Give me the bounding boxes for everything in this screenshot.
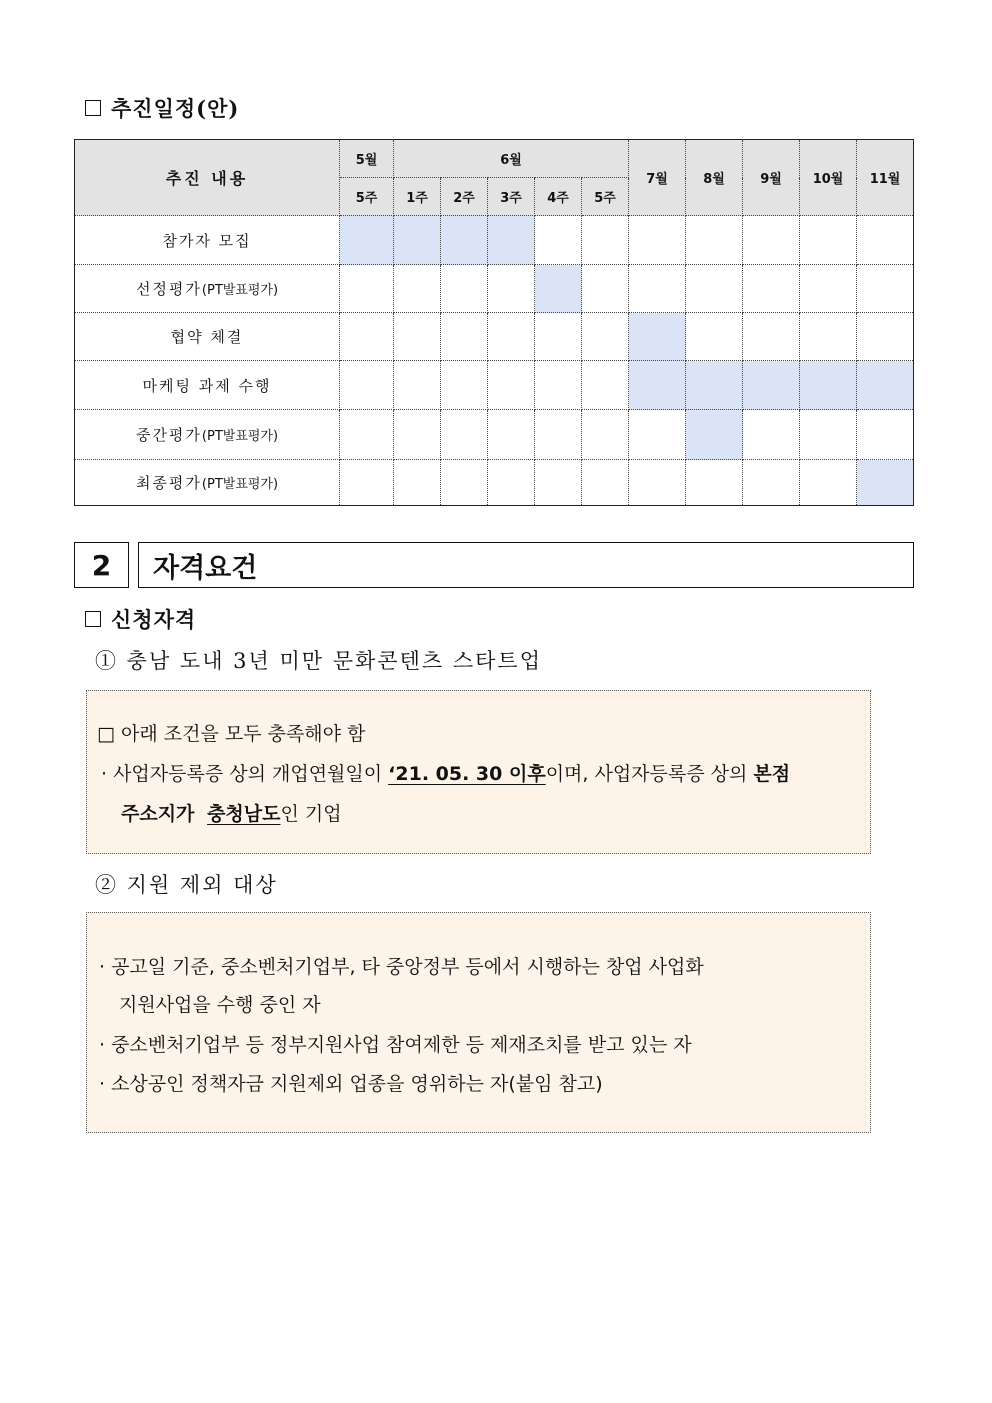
schedule-row [75, 216, 914, 265]
schedule-heading-text: 추진일정(안) [111, 96, 240, 121]
conditions-line-1 [101, 759, 790, 786]
schedule-cell [535, 410, 582, 460]
text: 이며, 사업자등록증 상의 [545, 763, 754, 785]
schedule-cell [488, 410, 535, 460]
row-label-sub: (PT발표평가) [201, 477, 279, 492]
schedule-row [75, 410, 914, 460]
qualification-heading-text: 신청자격 [111, 607, 197, 632]
schedule-cell [686, 216, 743, 265]
schedule-cell [629, 216, 686, 265]
conditions-line-2 [121, 799, 342, 826]
schedule-cell [488, 361, 535, 410]
schedule-cell [800, 460, 857, 506]
row-label [75, 410, 340, 460]
schedule-cell [686, 361, 743, 410]
schedule-cell [800, 361, 857, 410]
schedule-cell [441, 313, 488, 361]
exclusion-line-3: · 중소벤처기업부 등 정부지원사업 참여제한 등 제재조치를 받고 있는 자 [99, 1034, 692, 1056]
address-label: 주소지가 [121, 803, 202, 825]
row-label-main: 참가자 모집 [162, 231, 252, 250]
exclusion-line-2: 지원사업을 수행 중인 자 [119, 994, 321, 1016]
schedule-body [75, 216, 914, 506]
schedule-cell [743, 265, 800, 313]
schedule-cell [394, 265, 441, 313]
schedule-cell [800, 313, 857, 361]
header-month-7: 7월 [629, 140, 686, 216]
header-june-week1: 1주 [394, 178, 441, 216]
exclusions-panel [86, 912, 871, 1133]
text: · 사업자등록증 상의 개업연월일이 [101, 763, 389, 785]
schedule-cell [488, 265, 535, 313]
row-label [75, 361, 340, 410]
header-may-week5: 5주 [340, 178, 394, 216]
header-may: 5월 [340, 140, 394, 178]
section-number: 2 [74, 542, 129, 588]
schedule-cell [488, 313, 535, 361]
text: 인 기업 [280, 803, 342, 825]
schedule-cell [441, 361, 488, 410]
schedule-cell [629, 410, 686, 460]
header-june-week2: 2주 [441, 178, 488, 216]
schedule-cell [629, 313, 686, 361]
item-1: ① 충남 도내 3년 미만 문화콘텐츠 스타트업 [95, 649, 542, 673]
header-june-week4: 4주 [535, 178, 582, 216]
date-highlight: ‘21. 05. 30 이후 [388, 763, 546, 785]
schedule-cell [441, 216, 488, 265]
conditions-intro: □ 아래 조건을 모두 충족해야 함 [97, 723, 366, 745]
schedule-cell [394, 460, 441, 506]
row-label-main: 중간평가 [135, 426, 202, 444]
schedule-cell [857, 460, 914, 506]
schedule-cell [340, 361, 394, 410]
header-month-8: 8월 [686, 140, 743, 216]
schedule-cell [857, 313, 914, 361]
schedule-cell [340, 216, 394, 265]
schedule-cell [582, 361, 629, 410]
schedule-cell [582, 313, 629, 361]
schedule-cell [686, 460, 743, 506]
schedule-cell [857, 410, 914, 460]
schedule-cell [340, 460, 394, 506]
schedule-cell [535, 313, 582, 361]
region-highlight: 충청남도 [207, 803, 281, 825]
header-june-week5: 5주 [582, 178, 629, 216]
schedule-cell [394, 313, 441, 361]
row-label [75, 216, 340, 265]
schedule-cell [582, 460, 629, 506]
schedule-cell [686, 265, 743, 313]
row-label-main: 최종평가 [135, 474, 202, 492]
schedule-cell [441, 265, 488, 313]
header-month-11: 11월 [857, 140, 914, 216]
schedule-cell [857, 361, 914, 410]
row-label-main: 선정평가 [135, 280, 202, 298]
exclusion-line-4: · 소상공인 정책자금 지원제외 업종을 영위하는 자(붙임 참고) [99, 1073, 603, 1095]
schedule-cell [488, 216, 535, 265]
schedule-cell [582, 265, 629, 313]
row-label-main: 협약 체결 [170, 328, 244, 346]
schedule-cell [743, 313, 800, 361]
schedule-heading [85, 93, 239, 123]
schedule-cell [394, 216, 441, 265]
checkbox-square-icon [85, 611, 101, 627]
section-title: 자격요건 [138, 542, 914, 588]
schedule-cell [582, 216, 629, 265]
schedule-cell [743, 216, 800, 265]
header-month-9: 9월 [743, 140, 800, 216]
row-label-sub: (PT발표평가) [201, 283, 279, 298]
schedule-cell [394, 410, 441, 460]
schedule-cell [340, 410, 394, 460]
row-label-sub: (PT발표평가) [201, 429, 279, 444]
row-label [75, 460, 340, 506]
schedule-cell [686, 410, 743, 460]
qualification-heading [85, 604, 196, 634]
schedule-table [74, 139, 914, 506]
schedule-cell [629, 361, 686, 410]
schedule-row [75, 265, 914, 313]
schedule-cell [535, 216, 582, 265]
schedule-row [75, 361, 914, 410]
schedule-cell [340, 313, 394, 361]
item-2: ② 지원 제외 대상 [95, 873, 278, 897]
schedule-cell [743, 361, 800, 410]
schedule-cell [441, 410, 488, 460]
schedule-cell [535, 361, 582, 410]
schedule-row [75, 460, 914, 506]
schedule-cell [857, 265, 914, 313]
schedule-cell [488, 460, 535, 506]
schedule-cell [394, 361, 441, 410]
row-label [75, 313, 340, 361]
schedule-cell [629, 460, 686, 506]
schedule-cell [800, 410, 857, 460]
header-month-10: 10월 [800, 140, 857, 216]
header-june-week3: 3주 [488, 178, 535, 216]
schedule-cell [800, 265, 857, 313]
schedule-cell [857, 216, 914, 265]
row-label [75, 265, 340, 313]
exclusion-line-1: · 공고일 기준, 중소벤처기업부, 타 중앙정부 등에서 시행하는 창업 사업화 [99, 956, 704, 978]
schedule-cell [800, 216, 857, 265]
row-label-main: 마케팅 과제 수행 [142, 376, 272, 395]
schedule-cell [582, 410, 629, 460]
header-june: 6월 [394, 140, 629, 178]
header-content: 추진 내용 [75, 140, 340, 216]
schedule-cell [743, 460, 800, 506]
schedule-row [75, 313, 914, 361]
main-office-highlight: 본점 [753, 763, 791, 785]
schedule-cell [441, 460, 488, 506]
schedule-cell [535, 265, 582, 313]
schedule-cell [340, 265, 394, 313]
schedule-cell [743, 410, 800, 460]
checkbox-square-icon [85, 100, 101, 116]
schedule-cell [535, 460, 582, 506]
schedule-cell [686, 313, 743, 361]
conditions-panel [86, 690, 871, 854]
schedule-cell [629, 265, 686, 313]
